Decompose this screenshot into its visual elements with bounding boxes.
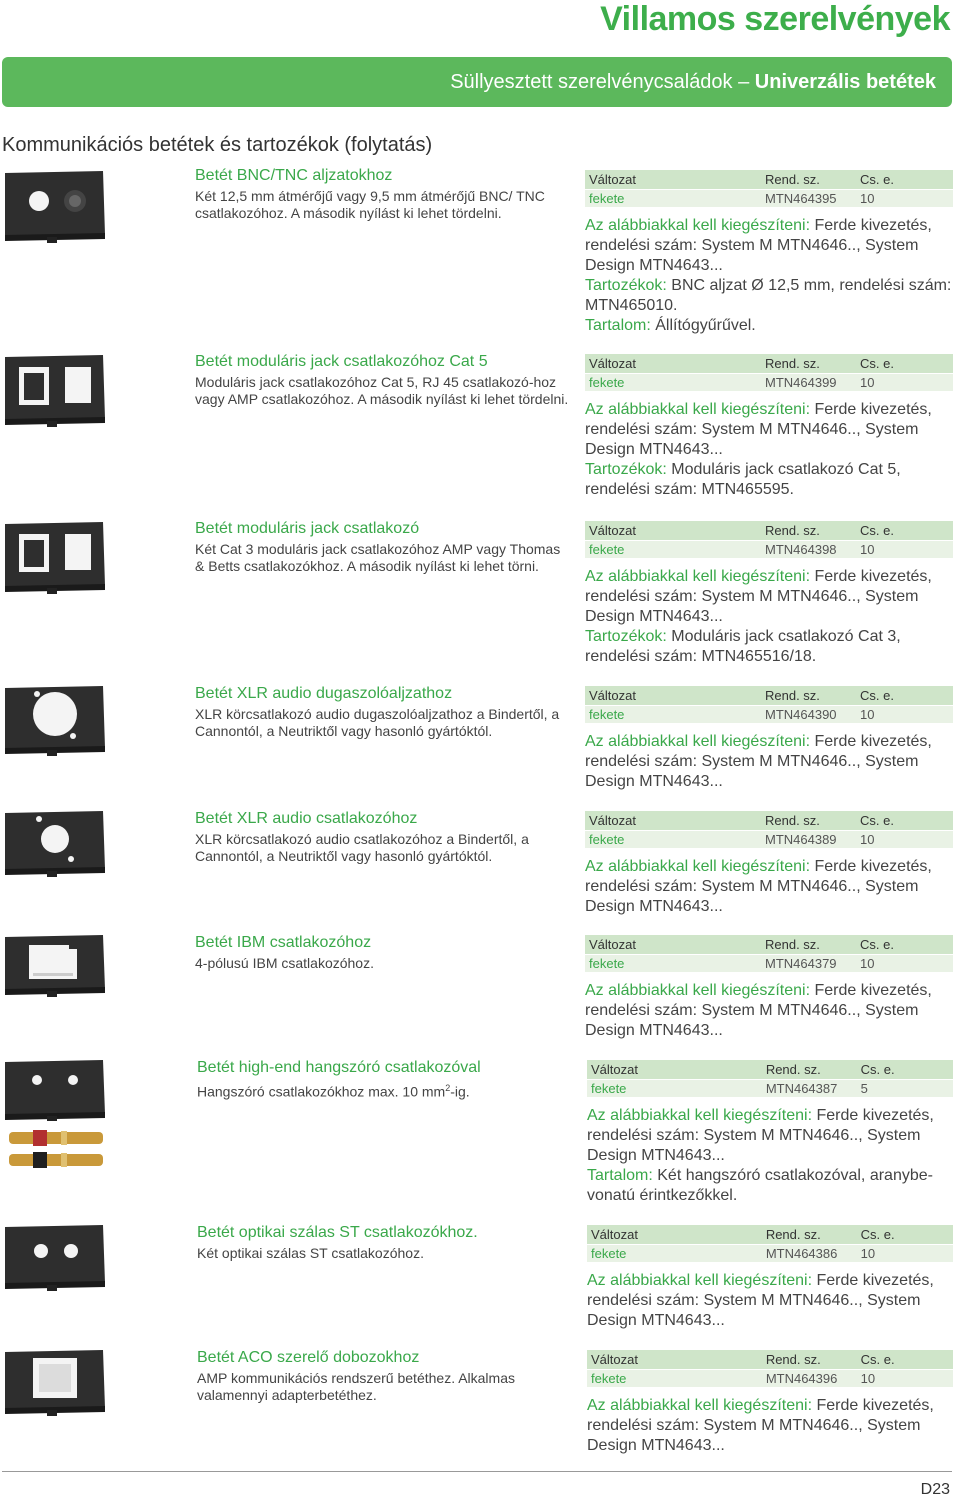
th-order-no: Rend. sz. — [762, 1225, 857, 1244]
product-image-speaker-insert — [3, 1058, 107, 1178]
cell-order-no: MTN464379 — [761, 954, 856, 972]
th-variant: Változat — [585, 170, 761, 189]
th-order-no: Rend. sz. — [761, 686, 856, 705]
product-description: Moduláris jack csatlakozóhoz Cat 5, RJ 45 csatlakozó-hoz vagy AMP csatlakozóhoz. A második nyílást ki lehet tördelni. — [195, 374, 569, 407]
order-table — [585, 811, 953, 848]
supplement-note: Az alábbiakkal kell kiegészíteni: Ferde kivezetés, rendelési szám: System M MTN4646.., System Design MTN4643... — [585, 733, 932, 790]
cell-variant: fekete — [585, 705, 761, 723]
product-description: AMP kommunikációs rendszerű betéthez. Alkalmas valamennyi adapterbetéthez. — [197, 1370, 515, 1403]
th-order-no: Rend. sz. — [761, 935, 856, 954]
cell-variant: fekete — [585, 830, 761, 848]
supplement-note: Az alábbiakkal kell kiegészíteni: Ferde kivezetés, rendelési szám: System M MTN4646.., System Design MTN4643... — [585, 858, 932, 915]
product-description: Két 12,5 mm átmérőjű vagy 9,5 mm átmérőjű BNC/ TNC csatlakozóhoz. A második nyílást ki lehet tördelni. — [195, 188, 545, 221]
cell-variant: fekete — [585, 954, 761, 972]
order-table — [585, 354, 953, 391]
cell-pack: 10 — [856, 189, 953, 207]
th-pack: Cs. e. — [857, 1060, 953, 1079]
footer-divider — [2, 1471, 952, 1472]
cell-order-no: MTN464396 — [762, 1369, 857, 1387]
accessories-note: Tartozékok: Moduláris jack csatlakozó Cat 5, rendelési szám: MTN465595. — [585, 461, 901, 498]
order-table — [587, 1225, 953, 1262]
th-pack: Cs. e. — [857, 1350, 953, 1369]
th-pack: Cs. e. — [856, 170, 953, 189]
cell-pack: 10 — [856, 705, 953, 723]
supplement-note: Az alábbiakkal kell kiegészíteni: Ferde kivezetés, rendelési szám: System M MTN4646.., System Design MTN4643... — [587, 1272, 934, 1329]
cell-variant: fekete — [585, 373, 761, 391]
product-image-jack-insert — [3, 520, 107, 596]
subtitle-light: Süllyesztett szerelvénycsaládok – — [450, 71, 755, 93]
supplement-note: Az alábbiakkal kell kiegészíteni: Ferde kivezetés, rendelési szám: System M MTN4646.., System Design MTN4643... — [587, 1107, 934, 1164]
cell-variant: fekete — [587, 1244, 762, 1262]
section-title: Kommunikációs betétek és tartozékok (folytatás) — [2, 134, 433, 156]
th-order-no: Rend. sz. — [761, 354, 856, 373]
product-description: XLR körcsatlakozó audio dugaszolóaljzathoz a Bindertől, a Cannontól, a Neutriktől vagy hasonló gyártóktól. — [195, 706, 560, 739]
order-table — [587, 1060, 953, 1097]
th-order-no: Rend. sz. — [762, 1350, 857, 1369]
product-title: Betét IBM csatlakozóhoz — [195, 934, 372, 951]
product-title: Betét ACO szerelő dobozokhoz — [197, 1349, 420, 1366]
cell-pack: 10 — [857, 1244, 953, 1262]
cell-order-no: MTN464387 — [762, 1079, 857, 1097]
cell-variant: fekete — [585, 189, 761, 207]
cell-pack: 5 — [857, 1079, 953, 1097]
th-variant: Változat — [587, 1350, 762, 1369]
cell-order-no: MTN464398 — [761, 540, 856, 558]
order-table — [585, 170, 953, 207]
product-image-jack-insert — [3, 353, 107, 429]
subtitle-bold: Univerzális betétek — [754, 71, 936, 93]
product-title: Betét moduláris jack csatlakozó — [195, 520, 420, 537]
th-variant: Változat — [585, 686, 761, 705]
th-variant: Változat — [587, 1060, 762, 1079]
cell-pack: 10 — [856, 830, 953, 848]
page-title: Villamos szerelvények — [600, 0, 950, 38]
product-image-xlr-insert — [3, 809, 107, 881]
page-number: D23 — [920, 1481, 950, 1498]
order-table — [585, 521, 953, 558]
contents-note: Tartalom: Állítógyűrűvel. — [585, 317, 756, 334]
th-variant: Változat — [585, 811, 761, 830]
supplement-note: Az alábbiakkal kell kiegészíteni: Ferde kivezetés, rendelési szám: System M MTN4646.., System Design MTN4643... — [585, 401, 932, 458]
th-pack: Cs. e. — [857, 1225, 953, 1244]
th-order-no: Rend. sz. — [761, 170, 856, 189]
product-description: XLR körcsatlakozó audio csatlakozóhoz a Bindertől, a Cannontól, a Neutriktől vagy hasonló gyártóktól. — [195, 831, 529, 864]
th-variant: Változat — [587, 1225, 762, 1244]
th-variant: Változat — [585, 521, 761, 540]
product-description: Két optikai szálas ST csatlakozóhoz. — [197, 1245, 424, 1261]
product-image-bnc-insert — [3, 169, 107, 245]
product-description: Hangszóró csatlakozókhoz max. 10 $mm^2-ig$. — [197, 1083, 470, 1100]
accessories-note: Tartozékok: BNC aljzat Ø 12,5 mm, rendelési szám: MTN465010. — [585, 277, 952, 314]
cell-pack: 10 — [857, 1369, 953, 1387]
product-title: Betét moduláris jack csatlakozóhoz Cat 5 — [195, 353, 488, 370]
th-pack: Cs. e. — [856, 935, 953, 954]
supplement-note: Az alábbiakkal kell kiegészíteni: Ferde kivezetés, rendelési szám: System M MTN4646.., System Design MTN4643... — [585, 568, 932, 625]
cell-pack: 10 — [856, 373, 953, 391]
cell-variant: fekete — [587, 1369, 762, 1387]
product-image-ibm-insert — [3, 933, 107, 1003]
cell-pack: 10 — [856, 954, 953, 972]
product-image-optical-insert — [3, 1223, 107, 1295]
th-pack: Cs. e. — [856, 811, 953, 830]
product-title: Betét optikai szálas ST csatlakozókhoz. — [197, 1224, 478, 1241]
th-pack: Cs. e. — [856, 521, 953, 540]
cell-variant: fekete — [585, 540, 761, 558]
supplement-note: Az alábbiakkal kell kiegészíteni: Ferde kivezetés, rendelési szám: System M MTN4646.., System Design MTN4643... — [585, 982, 932, 1039]
th-variant: Változat — [585, 354, 761, 373]
th-order-no: Rend. sz. — [761, 811, 856, 830]
cell-order-no: MTN464389 — [761, 830, 856, 848]
cell-order-no: MTN464390 — [761, 705, 856, 723]
order-table — [585, 935, 953, 972]
product-title: Betét high-end hangszóró csatlakozóval — [197, 1059, 481, 1076]
th-pack: Cs. e. — [856, 686, 953, 705]
supplement-note: Az alábbiakkal kell kiegészíteni: Ferde kivezetés, rendelési szám: System M MTN4646.., System Design MTN4643... — [587, 1397, 934, 1454]
order-table — [587, 1350, 953, 1387]
accessories-note: Tartozékok: Moduláris jack csatlakozó Cat 3, rendelési szám: MTN465516/18. — [585, 628, 901, 665]
product-title: Betét XLR audio csatlakozóhoz — [195, 810, 418, 827]
cell-variant: fekete — [587, 1079, 762, 1097]
th-variant: Változat — [585, 935, 761, 954]
product-image-aco-insert — [3, 1348, 107, 1420]
cell-order-no: MTN464386 — [762, 1244, 857, 1262]
subtitle-bar — [2, 57, 952, 107]
cell-order-no: MTN464399 — [761, 373, 856, 391]
product-description: Két Cat 3 moduláris jack csatlakozóhoz AMP vagy Thomas & Betts csatlakozókhoz. A második nyílást ki lehet törni. — [195, 541, 561, 574]
gold-connector-icon — [9, 1130, 103, 1168]
product-image-xlr-insert — [3, 684, 107, 760]
cell-order-no: MTN464395 — [761, 189, 856, 207]
th-order-no: Rend. sz. — [761, 521, 856, 540]
product-description: 4-pólusú IBM csatlakozóhoz. — [195, 955, 374, 971]
cell-pack: 10 — [856, 540, 953, 558]
contents-note: Tartalom: Két hangszóró csatlakozóval, aranybe-vonatú érintkezőkkel. — [587, 1167, 933, 1204]
product-title: Betét BNC/TNC aljzatokhoz — [195, 167, 393, 184]
th-pack: Cs. e. — [856, 354, 953, 373]
product-title: Betét XLR audio dugaszolóaljzathoz — [195, 685, 453, 702]
th-order-no: Rend. sz. — [762, 1060, 857, 1079]
supplement-note: Az alábbiakkal kell kiegészíteni: Ferde kivezetés, rendelési szám: System M MTN4646.., System Design MTN4643... — [585, 217, 932, 274]
order-table — [585, 686, 953, 723]
